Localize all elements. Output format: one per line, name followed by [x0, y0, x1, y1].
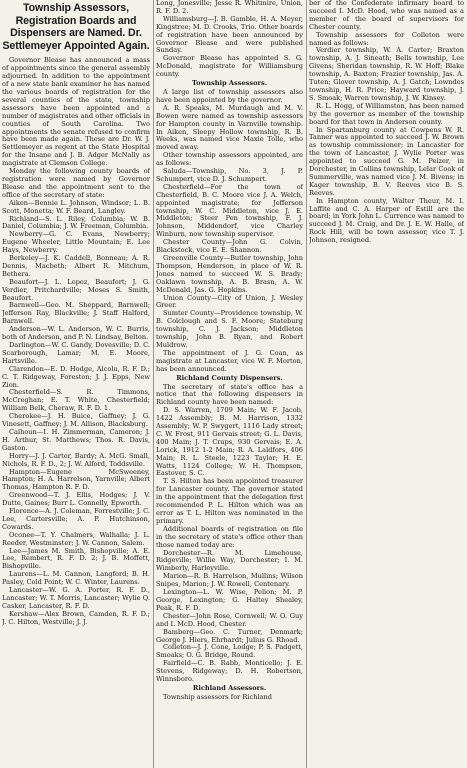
column-3: [309, 0, 464, 768]
paragraph: Greenville County—Butler township, John Thompson, Henderson, in place of W. R. Jones named to succeed W. S. Brady; Oaklawn township, A. B. Brasn, A. W. McDonald, Jas. G. Hopkins.: [156, 254, 303, 294]
paragraph: Saluda—Township, No. 3, J. P. Schumpert, vice D. J. Schumpert.: [156, 167, 303, 183]
paragraph: Township assessors for Colleton were named as follows:: [309, 30, 464, 47]
paragraph: Darlington—W. C. Gandy, Dovesville; D. C. Scarborough, Lamar; M. E. Moore, Hartsville.: [2, 341, 150, 365]
paragraph: Cherokee—J. H. Buice, Gaffney; J. G. Vinesett, Gaffney; J. M. Allison, Blacksburg.: [2, 412, 150, 429]
paragraph: The appointment of J. G. Coan, as magistrate at Lancaster, vice W. F. Morton, has been announced.: [156, 348, 303, 373]
paragraph: Kershaw—Alex Brown, Camden, R. F. D.; J. C. Hilton, Westville; J. J.: [2, 609, 150, 626]
paragraph: Marion—R. B. Harrelson, Mullins; Wilson Snipes, Marion; J. W. Rowell, Centenary.: [156, 572, 303, 589]
column-2: [156, 0, 303, 768]
paragraph: A large list of township assessors also have been appointed by the governor.: [156, 87, 303, 104]
paragraph: Lancaster—W. G. A. Porter, R. F. D., Lancaster; W. T. Morris, Lancaster; Wylie Q. Casker, Lancaster, R. F. D.: [2, 586, 150, 610]
subheading-richland-dispensers: Richland County Dispensers.: [176, 373, 283, 382]
paragraph: Long, Jonesville; Jesse R. Whitmire, Union, R. F. D. 2.: [156, 0, 303, 15]
column-rule: [153, 0, 154, 768]
column-2-bottom: [156, 384, 303, 684]
column-1: [2, 0, 150, 768]
paragraph: Chester County—John G. Colvin, Blackstock, vice E. E. Shannon.: [156, 238, 303, 255]
paragraph: Verdier township, W. A. Carter; Braxton township, A. J. Sineath; Bells township, Lee Givens; Sheridan township, R. W. Hoff; Blake township, A. Baxton; Frazier township, Jas. A. Tuten; Glover township, A. J. Gatch; Lowndes township, H. R. Price; Hayward township, J. S. Smoak; Warren township, J. W. Kinsey.: [309, 46, 464, 102]
paragraph: Other township assessors appointed, are as follows:: [156, 151, 303, 168]
column-rule: [306, 0, 307, 768]
paragraph: Laurens—L. M. Cannon, Langford; B. H. Pasley, Cold Point; W. C. Winter, Laurens.: [2, 570, 150, 587]
column-2-middle: [156, 89, 303, 374]
paragraph: Florence—A. J. Coleman, Forrestville; J. C. Lee, Cartersville; A. P. Hutchinson, Cowards.: [2, 507, 150, 531]
paragraph: Monday the following county boards of registration were named by Governor Blease and the appointment sent to the office of the secretary of state:: [2, 167, 150, 199]
column-1-body: [2, 57, 150, 626]
paragraph: T. S. Hilton has been appointed treasurer for Lancaster county. The governor stated in the appointment that the delegation first recommended P. L. Hilton which was an error as T. L. Hilton was nominated in the primary.: [156, 477, 303, 525]
paragraph: The secretary of state's office has a notice that the following dispensers in Richland county have been named:: [156, 382, 303, 407]
paragraph: Sumter County—Providence township, W. B. Colclough and S. F. Moore; Stateburg township, C. J. Jackson; Middleton township, John B. Ryan, and Robert Muldrow.: [156, 309, 303, 349]
paragraph: In Spartanburg county at Cowpens W. R. Tanner was appointed to succeed J. W. Brown as township commissioner; in Lancaster for the town of Lancaster, J. Wylie Porter was appointed to succeed G. M. Peizer, in Dorchester, in Collins township, Lelar Cook of Summerville, was named vice J. M. Bivens; in Kager township, B. V. Reeves vice B. S. Reeves.: [309, 125, 464, 197]
paragraph: A. R. Speaks, M. Murdaugh and M. V. Bowen were named as township assessors for Hampton county in Varnville township. In Aiken, Sleepy Hollow township, R. B. Weeks, was named vice Maxie Tolle, who moved away.: [156, 103, 303, 152]
subheading-township-assessors: Township Assessors.: [192, 79, 267, 88]
paragraph: Union County—City of Union, J. Wesley Greer.: [156, 293, 303, 310]
paragraph: D. S. Warren, 1709 Main; W. F. Jacob, 1422 Assembly; B. M. Harrison, 1332 Assembly; W. P. Swygert, 1116 Lady street; C. W. Frost, 911 Gervais street; G. L. Davis, 400 Main; J. T. Craps, 930 Gervais; E. A. Lorick, 1912 1-2 Main; R. A. Laldfors, 406 Main; R. L. Steele, 1223 Taylor; H. E. Watts, 1124 College; W. H. Thompson, Eastover, S. C.: [156, 406, 303, 478]
paragraph: Newberry—G. C. Evans, Newberry; Eugene Wheeler, Little Mountain; E. Lee Hays, Newberry.: [2, 230, 150, 255]
paragraph: ber of the Confederate infirmary board to succeed I. McD. Hood, who was named as a member of the board of supervisors for Chester county.: [309, 0, 464, 31]
paragraph: Aiken—Bennie L. Johnson, Windsor; L. B. Scott, Monetta; W. F. Beard, Langley.: [2, 198, 150, 215]
column-2-end: [156, 694, 303, 702]
paragraph: Calhoun—I. H. Zimmerman, Cameron; J. H. Arthur, St. Matthews; Thos. R. Davis, Gaston.: [2, 427, 150, 452]
paragraph: Governor Blease has announced a mass of appointments since the general assembly adjourned. In addition to the appointment of a new state bank examiner he has named the various boards of registration for the several counties of the state, township assessors have been appointed and a number of magistrates and other officials in counties of South Carolina. Two appointments the senate refused to confirm have been made again. These are Dr. W. J. Settlemeyer as regent at the State Hospital for the Insane and J. B. Adger McNally as magistrate at Clemson College.: [2, 56, 150, 168]
paragraph: Richland—S. L. Riley, Columbia; W. B. Daniel, Columbia; J. W. Freeman, Columbia.: [2, 214, 150, 231]
paragraph: Fairfield—C. B. Rabb, Monticello; J. E. Stevens, Ridgeway; D. H. Robertson, Winnsboro.: [156, 659, 303, 684]
paragraph: Anderson—W. L. Anderson, W. C. Burris, both of Anderson, and P. N. Lindsay, Belton.: [2, 325, 150, 342]
paragraph: Chester—John Rose, Cornwell; W. O. Guy and I. McD. Hood, Chester.: [156, 611, 303, 628]
paragraph: Hampton—Eugene McSweeney, Hampton; H. A. Harrelson, Yarnville; Albert Thomas, Hampton R. F. D.: [2, 467, 150, 492]
paragraph: Berkeley—J. K. Caddell, Bonneau; A. R. Dennis, Macbeth; Albert R. Mitchum, Bethera.: [2, 254, 150, 278]
paragraph: In Hampton county, Walter Theur, M. I. Laffite and C. A. Harper of Estill are the board; in York John L. Currence was named to succeed J. M. Craig, and Dr. J. E. W. Halle, of Rock Hill, will be town assessor, vice T. J. Johnson, resigned.: [309, 196, 464, 245]
paragraph: Greenwood—T. J. Ellis, Hodges; J. V. Dutte, Gaines; Burr L. Connelly, Epworth.: [2, 491, 150, 508]
subheading-richland-assessors: Richland Assessors.: [192, 683, 267, 692]
paragraph: Colleton—J. J. Cone, Lodge; P. S. Padgett, Smoaks; O. G. Bridge, Round.: [156, 643, 303, 660]
paragraph: Bamberg—Geo. C. Turner, Denmark; George J. Hiers, Ehrhardt; Julius G. Rhoad.: [156, 627, 303, 644]
paragraph: Lee—James M. Smith, Bishopville; A. E. Lee, Rembert, R. F. D. 2; J. B. Moffett, Bishopville.: [2, 546, 150, 571]
paragraph: Chesterfield—S. R. Timmons, McCreghan; E. T. White, Chesterfield; William Belk, Cheraw, R. F. D. 1.: [2, 388, 150, 413]
paragraph: Williamsburg—J. B. Gamble, H. A. Meyer, Kingstree; M. D. Crooks, Trio. Other boards of registration have been announced by Governor Blease and were published Sunday.: [156, 14, 303, 55]
paragraph: Lexington—L. W. Wise, Pelion; M. P. George, Lexington; G. Haltey Shealey, Peak, R. F. D.: [156, 588, 303, 612]
paragraph: Barnwell—Geo. M. Sheppard, Barnwell; Jefferson Ray, Blackville; J. Staff Halford, Barnwell.: [2, 301, 150, 326]
paragraph: Governor Blease has appointed S. G. McDonald, magistrate for Williamsburg county.: [156, 54, 303, 79]
paragraph: Horry—J. J. Carter, Bardy; A. McG. Small, Nichols, R. F. D., 2; J. W. Alford, Toddsville.: [2, 451, 150, 468]
column-3-body: [309, 0, 464, 245]
paragraph: Chesterfield—For the town of Chesterfield, B. C. Moore vice J. A. Welch, appointed magistrate; for Jefferson township, W. C. Middleton, vice J. E. Middleton; Steer Pen township, F. J. Johnson, Middendorf, vice Charley Winburn, now township supervisor.: [156, 182, 303, 239]
paragraph: Dorchester—R. M. Limehouse, Ridgeville; Willie Way, Dorchester; I. M. Wimberly, Harleyville.: [156, 548, 303, 573]
paragraph: R. L. Hogg, of Williamston, has been named by the governor as member of the township board for that town in Anderson county.: [309, 101, 464, 126]
paragraph: Beaufort—J. L. Lopez, Beaufort; J. G. Verdier, Pritchardville; Moses S. Smith, Beaufort.: [2, 277, 150, 302]
paragraph: Additional boards of registration on file in the secretary of state's office other than those named today are:: [156, 524, 303, 549]
paragraph: Township assessors for Richland: [163, 692, 272, 701]
column-2-top: [156, 0, 303, 79]
paragraph: Oconee—T. Y. Chalmers, Walhalla; J. L. Reeder, Westminster; J. W. Cannon, Salem.: [2, 530, 150, 547]
paragraph: Clarendon—E. D. Hodge, Alcolu, R. F. D.; C. T. Ridgeway, Foreston; J. J. Epps, New Zion.: [2, 364, 150, 389]
headline: Township Assessors, Registration Boards and Dispensers are Named. Dr. Settlemeyer Appointed Again.: [2, 2, 150, 52]
